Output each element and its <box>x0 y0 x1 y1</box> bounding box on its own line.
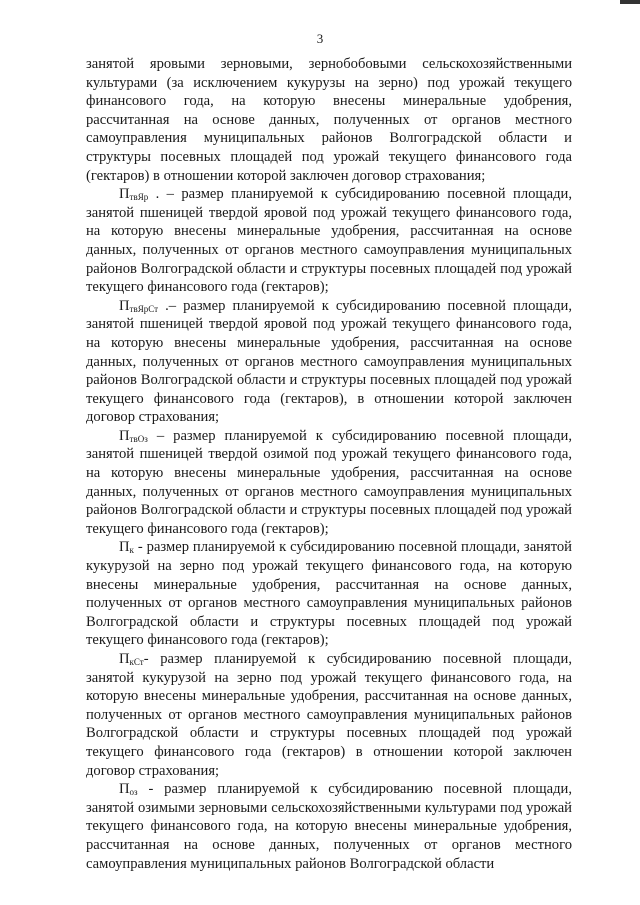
variable-symbol: $П_{твОз}$ <box>119 427 148 444</box>
paragraph-text: .– размер планируемой к субсидированию посевной площади, занятой пшеницей твердой яровой под урожай текущего финансового года, на которую внесены минеральные удобрения, рассчитанная на основе данных, полученных от органов местного самоуправления муниципальных районов Волгоградской области и структуры посевных площадей под урожай текущего финансового года (гектаров), в отношении которой заключен договор страхования; <box>86 297 572 426</box>
variable-symbol: $П_{кСт}$ <box>119 651 144 667</box>
scan-corner-mark <box>620 0 640 4</box>
paragraph-definition-tvyar <box>86 185 572 297</box>
paragraph-text: - размер планируемой к субсидированию посевной площади, занятой кукурузой на зерно под урожай текущего финансового года, на которую внесены минеральные удобрения, рассчитанная на основе данных, полученных от органов местного самоуправления муниципальных районов Волгоградской области и структуры посевных площадей под урожай текущего финансового года (гектаров) в отношении которой заключен договор страхования; <box>86 651 572 779</box>
paragraph-text: - размер планируемой к субсидированию посевной площади, занятой озимыми зерновыми сельскохозяйственными культурами под урожай текущего финансового года, на которую внесены минеральные удобрения, рассчитанная на основе данных, полученных от органов местного самоуправления муниципальных районов Волгоградской области <box>86 781 572 872</box>
variable-symbol: $П_{твЯрСт}$ <box>119 297 159 314</box>
paragraph-definition-kst <box>86 650 572 780</box>
variable-symbol: $П_к$ <box>119 539 134 556</box>
variable-symbol: $П_{твЯр}$ <box>119 186 149 203</box>
variable-subscript: кСт <box>129 657 144 667</box>
variable-subscript: к <box>129 545 134 556</box>
paragraph-text: . – размер планируемой к субсидированию посевной площади, занятой пшеницей твердой яровой под урожай текущего финансового года, на которую внесены минеральные удобрения, рассчитанная на основе данных, полученных от органов местного самоуправления муниципальных районов Волгоградской области и структуры посевных площадей под урожай текущего финансового года (гектаров); <box>86 186 572 296</box>
variable-subscript: твЯр <box>129 192 149 203</box>
variable-subscript: твОз <box>129 433 148 444</box>
paragraph-definition-tvyarst <box>86 297 572 427</box>
variable-symbol: $П_{оз}$ <box>119 781 138 798</box>
paragraph-continuation <box>86 55 572 185</box>
paragraph-text: – размер планируемой к субсидированию посевной площади, занятой пшеницей твердой озимой под урожай текущего финансового года, на которую внесены минеральные удобрения, рассчитанная на основе данных, полученных от органов местного самоуправления муниципальных районов Волгоградской области и структуры посевных площадей под урожай текущего финансового года (гектаров); <box>86 427 572 537</box>
variable-subscript: твЯрСт <box>129 303 159 314</box>
paragraph-definition-oz <box>86 780 572 873</box>
paragraph-text: - размер планируемой к субсидированию посевной площади, занятой кукурузой на зерно под урожай текущего финансового года, на которую внесены минеральные удобрения, рассчитанная на основе данных, полученных от органов местного самоуправления муниципальных районов Волгоградской области и структуры посевных площадей под урожай текущего финансового года (гектаров); <box>86 539 572 649</box>
paragraph-definition-k <box>86 538 572 650</box>
paragraph-text: занятой яровыми зерновыми, зернобобовыми сельскохозяйственными культурами (за исключением кукурузы на зерно) под урожай текущего финансового года, на которую внесены минеральные удобрения, рассчитанная на основе данных, полученных от органов местного самоуправления муниципальных районов Волгоградской области и структуры посевных площадей под урожай текущего финансового года (гектаров) в отношении которой заключен договор страхования; <box>86 56 572 184</box>
page-number: 3 <box>316 31 324 46</box>
paragraph-definition-tvoz <box>86 427 572 539</box>
document-body <box>86 55 572 873</box>
variable-subscript: оз <box>129 787 138 798</box>
